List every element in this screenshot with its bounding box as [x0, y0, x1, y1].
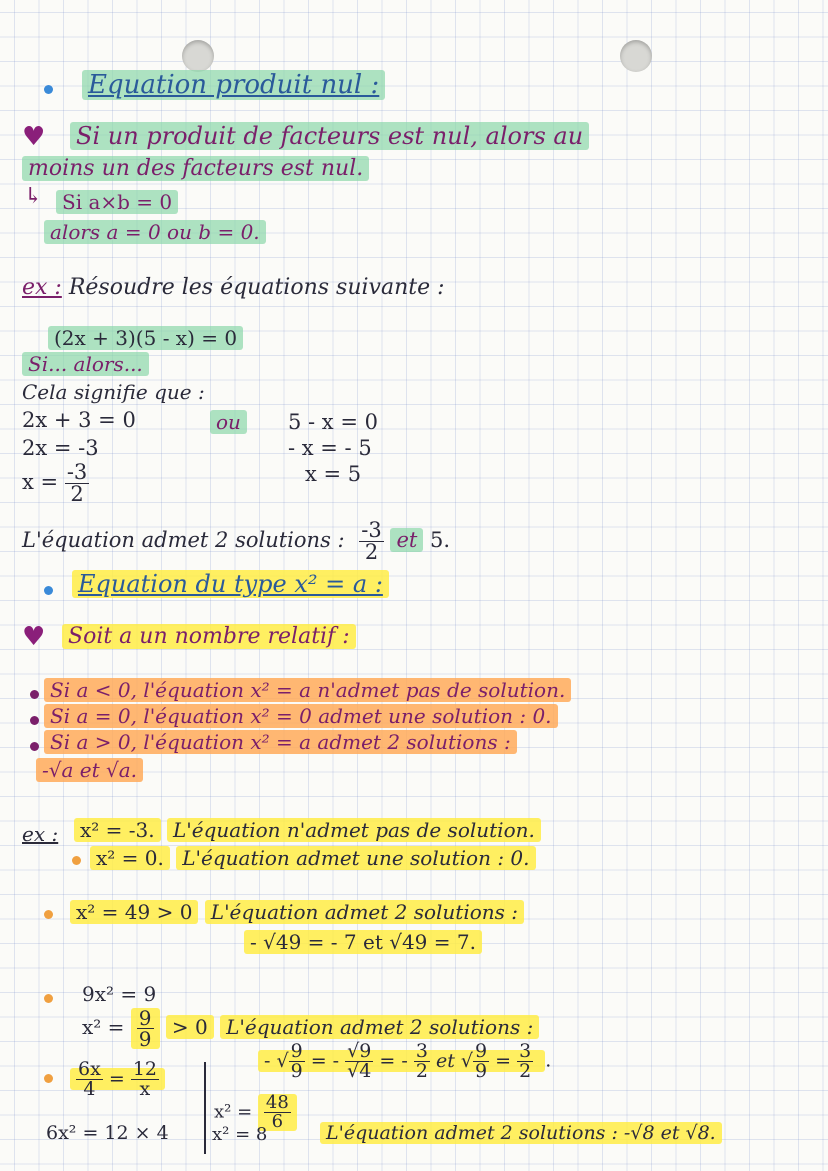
section-2-title-text: Equation du type x² = a :: [72, 570, 389, 598]
ex-d-eq-3: =: [495, 1049, 512, 1072]
ex-e-mid-den: 6: [271, 1111, 284, 1132]
ex-d-sol-frac-4: [473, 1042, 489, 1081]
instruction-text: Résoudre les équations suivante :: [68, 275, 445, 300]
ex-d-den: 9: [138, 1027, 152, 1051]
equation-1-text: (2x + 3)(5 - x) = 0: [48, 326, 243, 350]
left-line-2: 2x = -3: [22, 436, 99, 460]
frac-den: 2: [70, 482, 84, 506]
cond-line-2: [44, 220, 266, 244]
section-title-product: [82, 70, 385, 100]
bullet-icon: [44, 910, 53, 919]
bullet-icon: [44, 85, 53, 94]
ex-e-group: $\frac{6x}{4}$ = $\frac{12}{x}$: [70, 1068, 165, 1090]
conclusion-five: 5.: [430, 528, 451, 552]
ex-e-right-den: x: [139, 1078, 151, 1100]
ex-d-sol-den-4: 9: [475, 1060, 488, 1082]
cela-signifie: Cela signifie que :: [22, 380, 205, 404]
ex-d-prefix: x² =: [82, 1015, 125, 1039]
bullet-icon: [44, 586, 53, 595]
ex-b-eq: x² = 0.: [90, 846, 170, 870]
ex-d-et: et √: [435, 1049, 474, 1072]
bullet-icon: [72, 856, 81, 865]
separator-line: [204, 1062, 206, 1154]
ex-d-minus-sqrt: - √: [264, 1049, 289, 1072]
ex-d-sol-group: [258, 1040, 545, 1082]
bullet-icon: [30, 716, 39, 725]
bullet-icon: [44, 1074, 53, 1083]
ex-e-fractions: [70, 1060, 165, 1099]
ex-b-text: L'équation admet une solution : 0.: [176, 846, 535, 870]
arrow-icon: ↳: [24, 184, 43, 209]
ex-e-left-frac: [76, 1060, 103, 1099]
punch-hole-left: [182, 40, 214, 72]
ex-d-eq-1: = -: [310, 1049, 340, 1072]
conclusion-et: et: [390, 528, 423, 552]
ex-d-period: .: [545, 1049, 552, 1072]
left-prefix: x =: [22, 470, 59, 494]
ex-e-right-frac: [131, 1060, 159, 1099]
right-line-2: - x = - 5: [288, 436, 372, 460]
left-line-1: [22, 408, 136, 432]
ex-a-eq: x² = -3.: [74, 818, 161, 842]
case-2: [44, 704, 558, 728]
ex-c-eq: x² = 49 > 0: [70, 900, 198, 924]
case-3-text-2: -√a et √a.: [36, 758, 143, 782]
cond-text-1: Si a×b = 0: [56, 190, 178, 214]
ex-d-num: 9: [138, 1006, 152, 1030]
ex-c-sol-text: - √49 = - 7 et √49 = 7.: [244, 930, 482, 954]
section-title-text: Equation produit nul :: [82, 70, 385, 100]
ex-c-text: L'équation admet 2 solutions :: [205, 900, 524, 924]
si-alors: [22, 352, 149, 376]
ex-e-text: [320, 1122, 722, 1144]
case-3-line-2: [36, 758, 143, 782]
case-1-text: Si a < 0, l'équation x² = a n'admet pas de solution.: [44, 678, 571, 702]
cond-line-1: [56, 190, 178, 214]
ex-e-mid-num: 48: [265, 1092, 289, 1113]
right-line-1: 5 - x = 0: [288, 410, 378, 434]
conclusion-fraction: [359, 520, 383, 563]
rule-line-1: [70, 122, 589, 150]
ex-d-sol-frac-5: [517, 1042, 533, 1081]
cond-text-2: alors a = 0 ou b = 0.: [44, 220, 266, 244]
ex-d-fraction: [131, 1008, 160, 1049]
section-title-square: [72, 570, 389, 598]
ou-word: [210, 410, 247, 434]
right-line-3: x = 5: [305, 462, 362, 486]
ex-b: [90, 846, 536, 870]
rule-2: [62, 624, 356, 649]
ex-e-mid-2: x² = 8: [212, 1124, 268, 1145]
heart-icon: ♥: [22, 122, 46, 152]
conc-frac-num: -3: [361, 518, 382, 542]
ex-d-sol-num-1: 9: [290, 1040, 303, 1062]
ex-d-sol-frac-1: [289, 1042, 305, 1081]
ex-d-sol-frac-3: [414, 1042, 430, 1081]
equation-1: [48, 326, 243, 350]
case-3-line-1: [44, 730, 517, 754]
conclusion-text: L'équation admet 2 solutions :: [22, 528, 345, 552]
ex-d-32-num: 3: [415, 1040, 428, 1062]
ex-a-text: L'équation n'admet pas de solution.: [167, 818, 541, 842]
ex-d-eq-2: = -: [379, 1049, 408, 1072]
ex-d-32-den: 2: [415, 1060, 428, 1082]
ex-d-32-num-2: 3: [519, 1040, 532, 1062]
example-label-2: ex :: [22, 822, 59, 846]
rule-line-2: [22, 156, 369, 181]
case-1: [44, 678, 571, 702]
si-alors-text: Si... alors...: [22, 352, 149, 376]
left-line-3: [22, 462, 89, 505]
ex-e-left-den: 4: [83, 1078, 96, 1100]
ex-c-solutions: [244, 930, 482, 954]
ex-label-text: ex :: [22, 275, 62, 300]
heart-icon: ♥: [22, 622, 46, 652]
conclusion-1: [22, 520, 450, 563]
ex-e-mid-prefix: x² =: [214, 1101, 253, 1123]
bullet-icon: [44, 994, 53, 1003]
ex-e-left-num: 6x: [78, 1058, 101, 1080]
case-2-text: Si a = 0, l'équation x² = 0 admet une solution : 0.: [44, 704, 558, 728]
bullet-icon: [30, 742, 39, 751]
ex-d-gt: > 0: [166, 1015, 214, 1039]
fraction-minus3-over-2: [65, 462, 89, 505]
ex-d-sol-frac-2: [345, 1042, 373, 1081]
bullet-icon: [30, 690, 39, 699]
ex-e-right-num: 12: [132, 1058, 157, 1080]
ex-a: [74, 818, 541, 842]
ex-c: [70, 900, 524, 924]
ex-e-line-2: 6x² = 12 × 4: [46, 1122, 169, 1144]
case-3-text-1: Si a > 0, l'équation x² = a admet 2 solutions :: [44, 730, 517, 754]
example-label-1: [22, 275, 445, 300]
ex-d-32-den-2: 2: [519, 1060, 532, 1082]
rule-2-text: Soit a un nombre relatif :: [62, 624, 356, 649]
ex-d-sqrt9: √9: [347, 1040, 372, 1062]
ou-text: ou: [210, 410, 247, 434]
rule-text-1: Si un produit de facteurs est nul, alors au: [70, 122, 589, 150]
ex-d-line-1: 9x² = 9: [82, 982, 157, 1006]
frac-num: -3: [66, 460, 88, 484]
rule-text-2: moins un des facteurs est nul.: [22, 156, 369, 181]
ex-d-sol-den-1: 9: [290, 1060, 303, 1082]
ex-d-text: L'équation admet 2 solutions :: [220, 1015, 539, 1039]
conc-frac-den: 2: [364, 540, 379, 564]
punch-hole-right: [620, 40, 652, 72]
left-line-1-text: 2x + 3 = 0: [22, 408, 136, 432]
ex-d-sol-num-4: 9: [475, 1040, 488, 1062]
ex-d-solutions: [258, 1042, 551, 1081]
ex-d-sqrt4: √4: [347, 1060, 372, 1082]
ex-e-text-content: L'équation admet 2 solutions : -√8 et √8.: [320, 1122, 722, 1144]
